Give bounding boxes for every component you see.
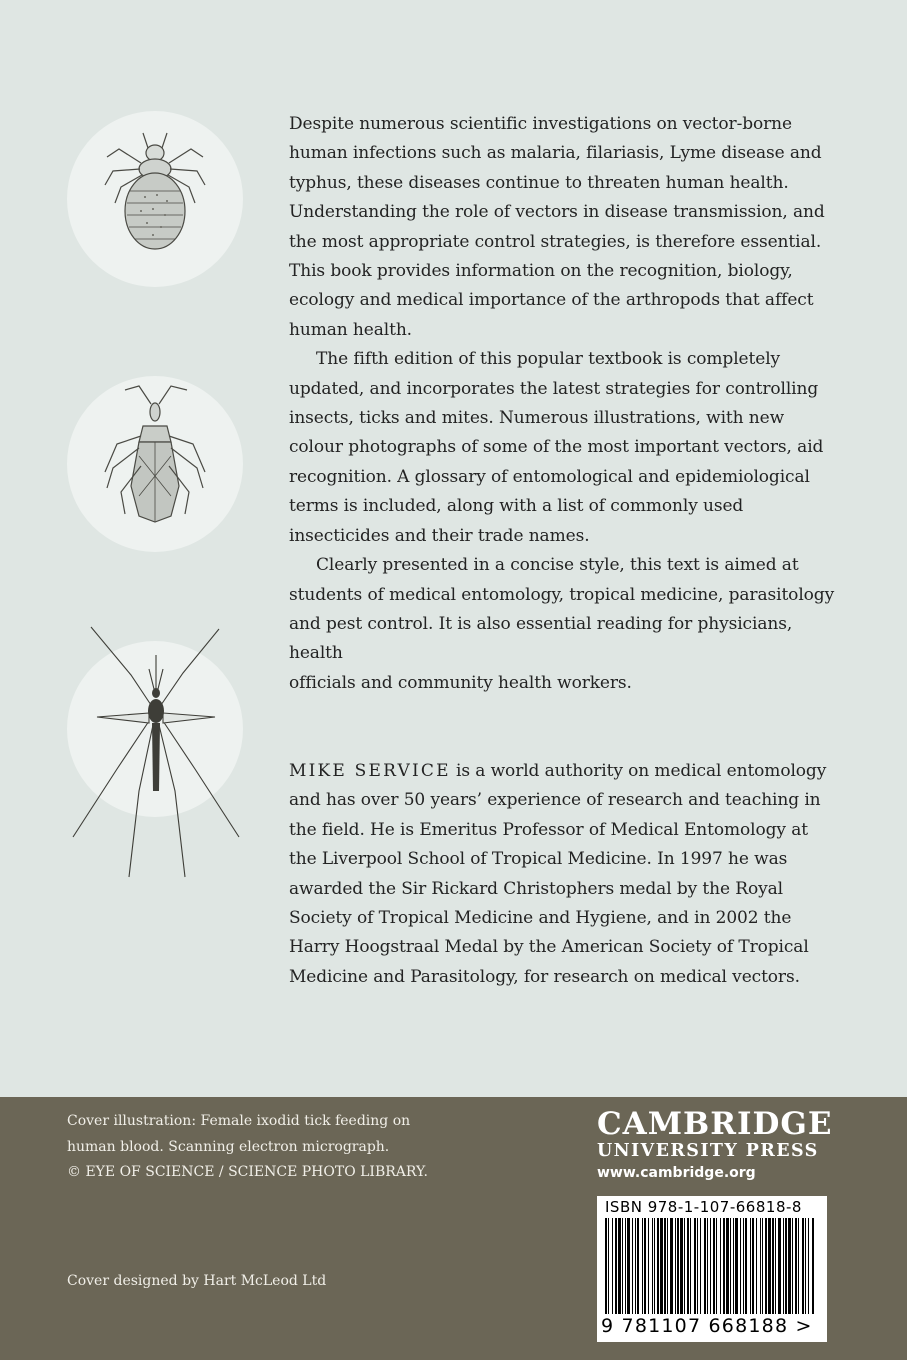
description-paragraph-2: The fifth edition of this popular textbook is completely updated, and incorporates the latest strategies for controlling insects, ticks and mites. Numerous illustrations, with new colour photographs of some of the most important vectors, aid recognition. A glossary of entomological and epidemiological terms is included, along with a list of commonly used insecticides and their trade names. (289, 349, 824, 546)
assassin-bug-illustration (67, 376, 243, 552)
description-paragraph-1: Despite numerous scientific investigations on vector-borne human infections such as malaria, filariasis, Lyme disease and typhus, these diseases continue to threaten human health. Understanding the role of vectors in disease transmission, and the most appropriate control strategies, is therefore essential. This book provides information on the recognition, biology, ecology and medical importance of the arthropods that affect human health. (289, 114, 825, 340)
louse-icon (67, 111, 243, 287)
louse-illustration (67, 111, 243, 287)
assassin-bug-icon (67, 376, 243, 552)
isbn-label: ISBN 978-1-107-66818-8 (605, 1198, 802, 1216)
mosquito-illustration (67, 641, 243, 817)
publisher-logo (597, 1107, 857, 1181)
publisher-subtitle: UNIVERSITY PRESS (597, 1141, 819, 1161)
publisher-name: CAMBRIDGE (597, 1106, 833, 1142)
barcode-number: 9 781107 668188 > (601, 1315, 813, 1337)
description-paragraph-3: Clearly presented in a concise style, this text is aimed at students of medical entomology, tropical medicine, parasitology and pest control. It is also essential reading for physicians, health officials and community health workers. (289, 555, 835, 693)
cover-designer-credit: Cover designed by Hart McLeod Ltd (67, 1273, 327, 1289)
author-name: MIKE SERVICE (289, 761, 451, 781)
barcode-bars (601, 1218, 823, 1314)
mosquito-icon (67, 641, 243, 817)
description-text (289, 110, 849, 698)
publisher-url: www.cambridge.org (597, 1165, 756, 1181)
barcode (597, 1196, 827, 1342)
footer-band (0, 1097, 907, 1360)
cover-illustration-credit: Cover illustration: Female ixodid tick feeding on human blood. Scanning electron micrograph. © EYE OF SCIENCE / SCIENCE PHOTO LIBRARY. (67, 1113, 428, 1180)
author-bio: MIKE SERVICE is a world authority on medical entomology and has over 50 years’ experience of research and teaching in the field. He is Emeritus Professor of Medical Entomology at the Liverpool School of Tropical Medicine. In 1997 he was awarded the Sir Rickard Christophers medal by the Royal Society of Tropical Medicine and Hygiene, and in 2002 the Harry Hoogstraal Medal by the American Society of Tropical Medicine and Parasitology, for research on medical vectors. (289, 761, 827, 987)
